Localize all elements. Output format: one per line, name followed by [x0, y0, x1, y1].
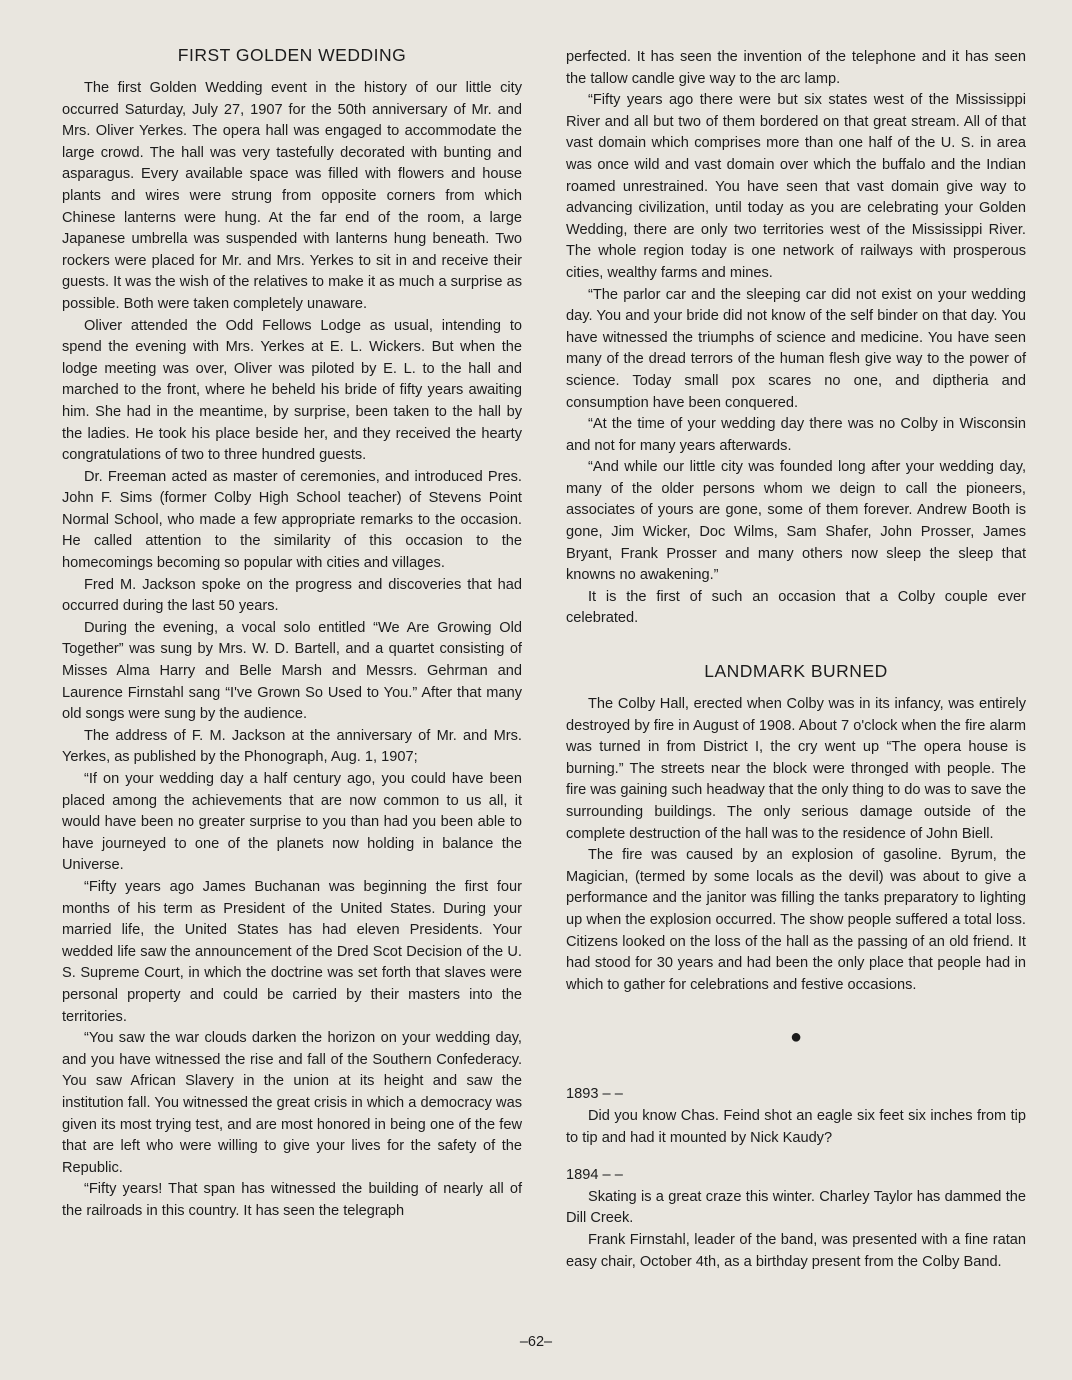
article-heading-golden-wedding: FIRST GOLDEN WEDDING — [177, 45, 407, 65]
paragraph: The fire was caused by an explosion of gasoline. Byrum, the Magician, (termed by some locals as the devil) was about to give a performance and the janitor was filling the tanks preparatory to lighting up when the explosion occurred. The show people suffered a total loss. Citizens looked on the loss of the hall as the passing of an old friend. It had stood for 30 years and had been the only place that people had in which to gather for celebrations and festive occasions. — [566, 847, 1026, 993]
paragraph: Frank Firnstahl, leader of the band, was presented with a fine ratan easy chair, October 4th, as a birthday present from the Colby Band. — [566, 1231, 1026, 1270]
article-heading-landmark-burned: LANDMARK BURNED — [704, 661, 888, 682]
paragraph: Skating is a great craze this winter. Charley Taylor has dammed the Dill Creek. — [566, 1188, 1026, 1227]
paragraph: Did you know Chas. Feind shot an eagle six feet six inches from tip to tip and had it mounted by Nick Kaudy? — [566, 1107, 1026, 1146]
paragraph: The first Golden Wedding event in the history of our little city occurred Saturday, July 27, 1907 for the 50th anniversary of Mr. and Mrs. Oliver Yerkes. The opera hall was engaged to accommodate the large crowd. The hall was very tastefully decorated with bunting and asparagus. Every available space was filled with flowers and house plants and wires were strung from opposite corners from which Chinese lanterns were hung. At the far end of the room, a large Japanese umbrella was suspended with lanterns hung beneath. Two rockers were placed for Mr. and Mrs. Yerkes to sit in and receive their guests. It was the wish of the relatives to make it as much a surprise as possible. Both were taken completely unaware. — [62, 80, 522, 312]
paragraph: “Fifty years ago James Buchanan was beginning the first four months of his term as President of the United States. During your married life, the United States has had eleven Presidents. Your wedded life saw the announcement of the Dred Scot Decision of the U. S. Supreme Court, in which the doctrine was set forth that slaves were personal property and could be carried by their masters into the territories. — [62, 878, 522, 1025]
paragraph: “And while our little city was founded long after your wedding day, many of the older persons whom we deign to call the pioneers, associates of yours are gone, some of them forever. Andrew Booth is gone, Jim Wicker, Doc Wilms, Sam Shafer, John Prosser, James Bryant, Frank Prosser and many others now sleep the sleep that knowns no awakening.” — [566, 459, 1026, 584]
paragraph: It is the first of such an occasion that a Colby couple ever celebrated. — [566, 588, 1026, 627]
paragraph: “Fifty years! That span has witnessed the building of nearly all of the railroads in this country. It has seen the telegraph — [62, 1181, 522, 1219]
paragraph: The address of F. M. Jackson at the anniversary of Mr. and Mrs. Yerkes, as published by the Phonograph, Aug. 1, 1907; — [62, 727, 522, 766]
paragraph: Oliver attended the Odd Fellows Lodge as usual, intending to spend the evening with Mrs. Yerkes at E. L. Wickers. But when the lodge meeting was over, Oliver was piloted by E. L. to the hall and marched to the front, where he beheld his bride of fifty years awaiting him. She had in the meantime, by surprise, been taken to the hall by the ladies. He took his place beside her, and they received the hearty congratulations of two to three hundred guests. — [62, 317, 522, 464]
paragraph: “The parlor car and the sleeping car did not exist on your wedding day. You and your bride did not know of the self binder on that day. You have witnessed the triumphs of science and medicine. You have seen many of the dread terrors of the human flesh give way to the power of science. Today small pox scares no one, and diptheria and consumption have been conquered. — [566, 286, 1026, 411]
paragraph: “Fifty years ago there were but six states west of the Mississippi River and all but two of them bordered on that great stream. All of that vast domain which comprises more than one half of the U. S. in area was once wild and vast domain over which the buffalo and the Indian roamed unrestrained. You have seen that vast domain give way to advancing civilization, until today as you are celebrating your Golden Wedding, there are only two territories west of the Mississippi River. The whole region today is one network of railways with prosperous cities, wealthy farms and mines. — [566, 92, 1026, 281]
page-number: –62– — [519, 1334, 553, 1350]
paragraph: “At the time of your wedding day there was no Colby in Wisconsin and not for many years afterwards. — [566, 416, 1026, 454]
paragraph: The Colby Hall, erected when Colby was in its infancy, was entirely destroyed by fire in August of 1908. About 7 o'clock when the fire alarm was turned in from District I, the cry went up “The opera house is burning.” The streets near the block were thronged with people. The fire was gaining such headway that the only thing to do was to save the surrounding buildings. The only serious damage outside of the complete destruction of the hall was to the residence of John Biell. — [566, 696, 1026, 842]
paragraph: Dr. Freeman acted as master of ceremonies, and introduced Pres. John F. Sims (former Colby High School teacher) of Stevens Point Normal School, who made a few appropriate remarks to the occasion. He called attention to the similarity of this occasion to the homecomings becoming so popular with cities and villages. — [62, 468, 522, 572]
year-label-1894: 1894 – – — [566, 1167, 623, 1184]
paragraph: During the evening, a vocal solo entitled “We Are Growing Old Together” was sung by Mrs. W. D. Bartell, and a quartet consisting of Misses Alma Harry and Belle Marsh and Messrs. Gehrman and Laurence Firnstahl sang “I've Grown So Used to You.” After that many old songs were sung by the audience. — [62, 619, 522, 723]
left-column — [62, 44, 522, 1222]
section-bullet: ● — [789, 1026, 803, 1049]
paragraph: Fred M. Jackson spoke on the progress and discoveries that had occurred during the last 50 years. — [62, 576, 522, 615]
paragraph: “You saw the war clouds darken the horizon on your wedding day, and you have witnessed the rise and fall of the Southern Confederacy. You saw African Slavery in the union at its height and saw the institution fall. You witnessed the great crisis in which a democracy was given its most trying test, and are most honored in being one of the few that are left who were willing to give your lives for the safety of the Republic. — [62, 1030, 522, 1176]
paragraph: “If on your wedding day a half century ago, you could have been placed among the achievements that are now common to us all, it would have been no greater surprise to you than had you been able to have journeyed to one of the planets now holding in balance the Universe. — [62, 771, 522, 874]
right-column — [566, 47, 1026, 1273]
paragraph: perfected. It has seen the invention of the telephone and it has seen the tallow candle give way to the arc lamp. — [566, 49, 1026, 87]
year-label-1893: 1893 – – — [566, 1086, 623, 1103]
